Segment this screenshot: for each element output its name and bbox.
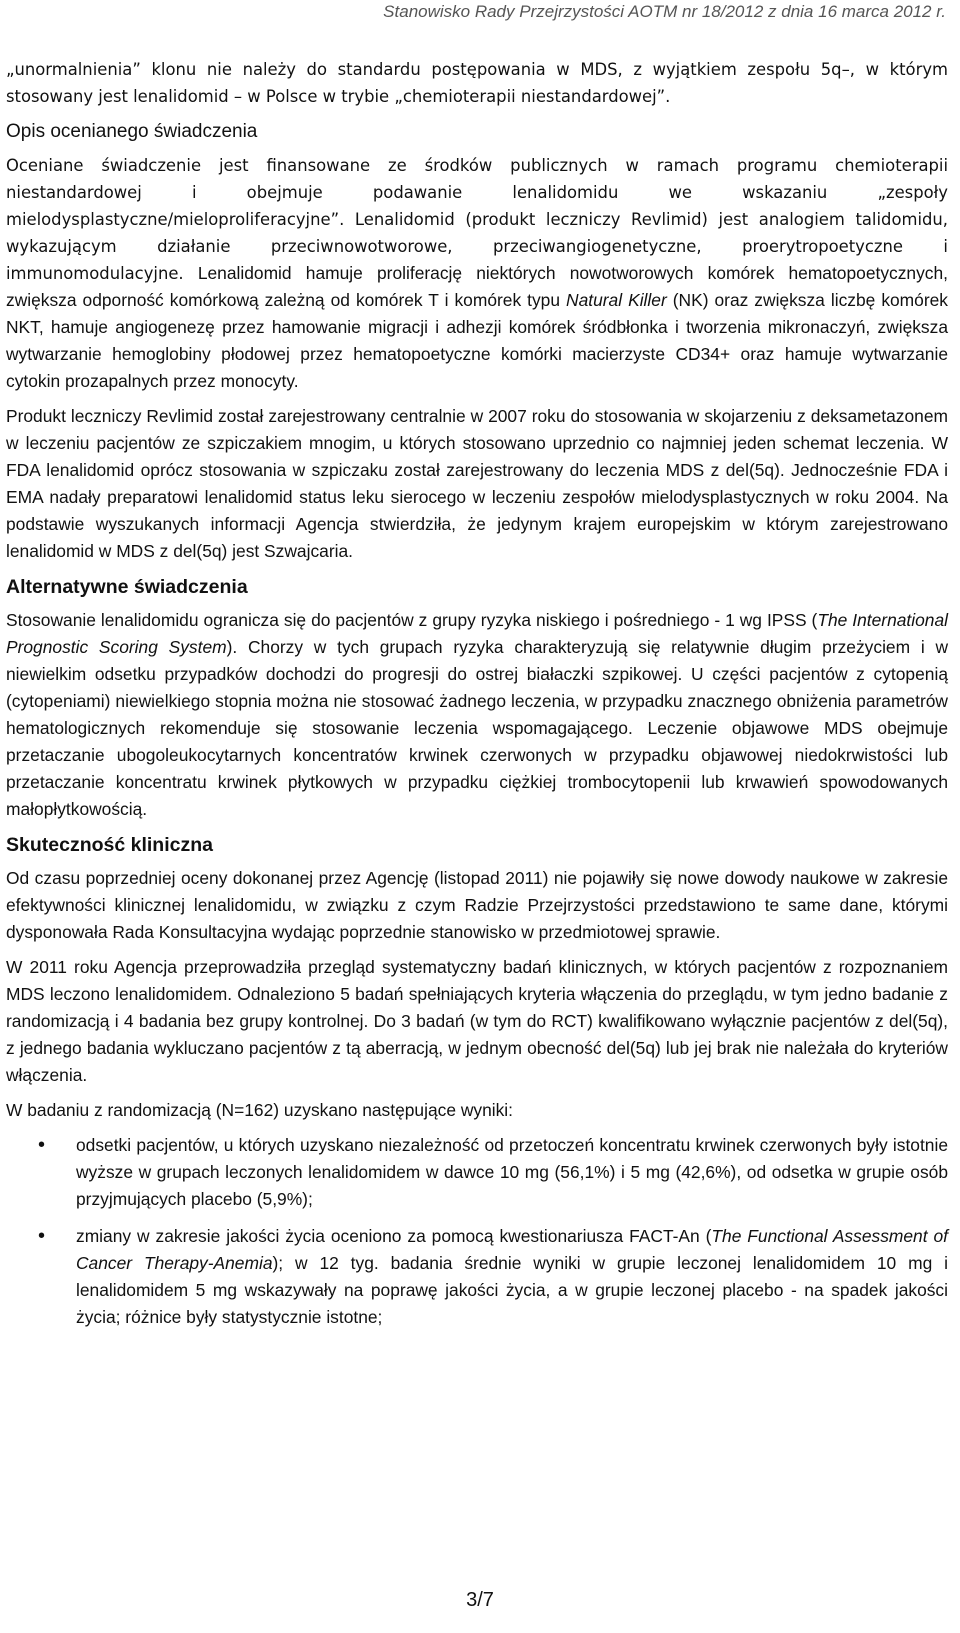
bullet-icon: • [38,1134,46,1156]
ipss-term: The International Prognostic Scoring System [6,610,948,657]
result-bullet-2-text-a: zmiany w zakresie jakości życia oceniono za pomocą kwestionariusza FACT-An ( [76,1226,712,1246]
heading-alternatywne-swiadczenia: Alternatywne świadczenia [6,576,248,598]
document-body [6,56,948,1341]
list-item [6,1132,948,1213]
result-bullet-1-text: odsetki pacjentów, u których uzyskano niezależność od przetoczeń koncentratu krwinek czerwonych były istotnie wyższe w grupach leczonych lenalidomidem w dawce 10 mg (56,1%) i 5 mg (42,6%), od odsetka w grupie osób przyjmujących placebo (5,9%); [76,1135,948,1209]
list-item [6,1223,948,1331]
opis-paragraph-1-cont-b: (NK) oraz zwiększa liczbę komórek NKT, hamuje angiogenezę przez hamowanie migracji i adhezji komórek śródbłonka i tworzenia mikronaczyń, zwiększa wytwarzanie hemoglobiny płodowej przez hematopoetyczne komórki macierzyste CD34+ oraz hamuje wytwarzanie cytokin prozapalnych przez monocyty. [6,290,948,391]
skutecznosc-paragraph-3: W badaniu z randomizacją (N=162) uzyskano następujące wyniki: [6,1100,514,1120]
results-list [6,1132,948,1331]
alternatywne-paragraph-a: Stosowanie lenalidomidu ogranicza się do pacjentów z grupy ryzyka niskiego i pośredniego - 1 wg IPSS ( [6,610,818,630]
skutecznosc-paragraph-2: W 2011 roku Agencja przeprowadziła przegląd systematyczny badań klinicznych, w których pacjentów z rozpoznaniem MDS leczono lenalidomidem. Odnaleziono 5 badań spełniających kryteria włączenia do przeglądu, w tym jedno badanie z randomizacją i 4 badania bez grupy kontrolnej. Do 3 badań (w tym do RCT) kwalifikowano wyłącznie pacjentów z del(5q), z jednego badania wykluczano pacjentów z tą aberracją, w jednym obecność del(5q) lub jej brak nie należała do kryteriów włączenia. [6,957,948,1085]
heading-skutecznosc-kliniczna: Skuteczność kliniczna [6,834,213,856]
fact-an-term: The Functional Assessment of Cancer Therapy-Anemia [76,1226,948,1273]
intro-continuation: „unormalnienia” klonu nie należy do standardu postępowania w MDS, z wyjątkiem zespołu 5q–, w którym stosowany jest lenalidomid – w Polsce w trybie „chemioterapii niestandardowej”. [6,60,948,106]
page-number: 3/7 [466,1589,494,1611]
alternatywne-paragraph-b: ). Chorzy w tych grupach ryzyka charakteryzują się relatywnie długim przeżyciem i w niewielkim odsetku przypadków dochodzi do progresji do ostrej białaczki szpikowej. U części pacjentów z cytopenią (cytopeniami) niewielkiego stopnia można nie stosować żadnego leczenia, w przypadku znacznego obniżenia parametrów hematologicznych rekomenduje się stosowanie leczenia wspomagającego. Leczenie objawowe MDS obejmuje przetaczanie ubogoleukocytarnych koncentratów krwinek czerwonych w przypadku objawowej niedokrwistości lub przetaczanie koncentratu krwinek płytkowych w przypadku ciężkiej trombocytopenii lub krwawień spowodowanych małopłytkowością. [6,637,948,819]
opis-paragraph-2: Produkt leczniczy Revlimid został zarejestrowany centralnie w 2007 roku do stosowania w skojarzeniu z deksametazonem w leczeniu pacjentów ze szpiczakiem mnogim, u których stosowano uprzednio co najmniej jeden schemat leczenia. W FDA lenalidomid oprócz stosowania w szpiczaku został zarejestrowany do leczenia MDS z del(5q). Jednocześnie FDA i EMA nadały preparatowi lenalidomid status leku sierocego w leczeniu zespołów mielodysplastycznych w roku 2004. Na podstawie wyszukanych informacji Agencja stwierdziła, że jedynym krajem europejskim w którym zarejestrowano lenalidomid w MDS z del(5q) jest Szwajcaria. [6,406,948,561]
skutecznosc-paragraph-1: Od czasu poprzedniej oceny dokonanej przez Agencję (listopad 2011) nie pojawiły się nowe dowody naukowe w zakresie efektywności klinicznej lenalidomidu, w związku z czym Radzie Przejrzystości przedstawiono te same dane, którymi dysponowała Rada Konsultacyjna wydając poprzednie stanowisko w przedmiotowej sprawie. [6,868,948,942]
heading-opis-swiadczenia: Opis ocenianego świadczenia [6,121,258,142]
result-bullet-2-text-b: ); w 12 tyg. badania średnie wyniki w grupie leczonej lenalidomidem 10 mg i lenalidomidem 5 mg wskazywały na poprawę jakości życia, a w grupie leczonej placebo - na spadek jakości życia; różnice były statystycznie istotne; [76,1253,948,1327]
opis-paragraph-1 [6,152,948,395]
opis-paragraph-1-cont-a: Lenalidomid hamuje proliferację niektórych nowotworowych komórek hematopoetycznych, zwiększa odporność komórkową zależną od komórek T i komórek typu [6,263,948,310]
alternatywne-paragraph [6,607,948,823]
opis-paragraph-1-lead: Oceniane świadczenie jest finansowane ze środków publicznych w ramach programu chemioterapii niestandardowej i obejmuje podawanie lenalidomidu we wskazaniu „zespoły mielodysplastyczne/mieloproliferacyjne”. Lenalidomid (produkt leczniczy Revlimid) jest analogiem talidomidu, wykazującym działanie przeciwnowotworowe, przeciwangiogenetyczne, proerytropoetyczne i immunomodulacyjne. [6,156,948,283]
natural-killer-term: Natural Killer [566,290,667,310]
running-header: Stanowisko Rady Przejrzystości AOTM nr 18/2012 z dnia 16 marca 2012 r. [383,2,946,21]
bullet-icon: • [38,1225,46,1247]
